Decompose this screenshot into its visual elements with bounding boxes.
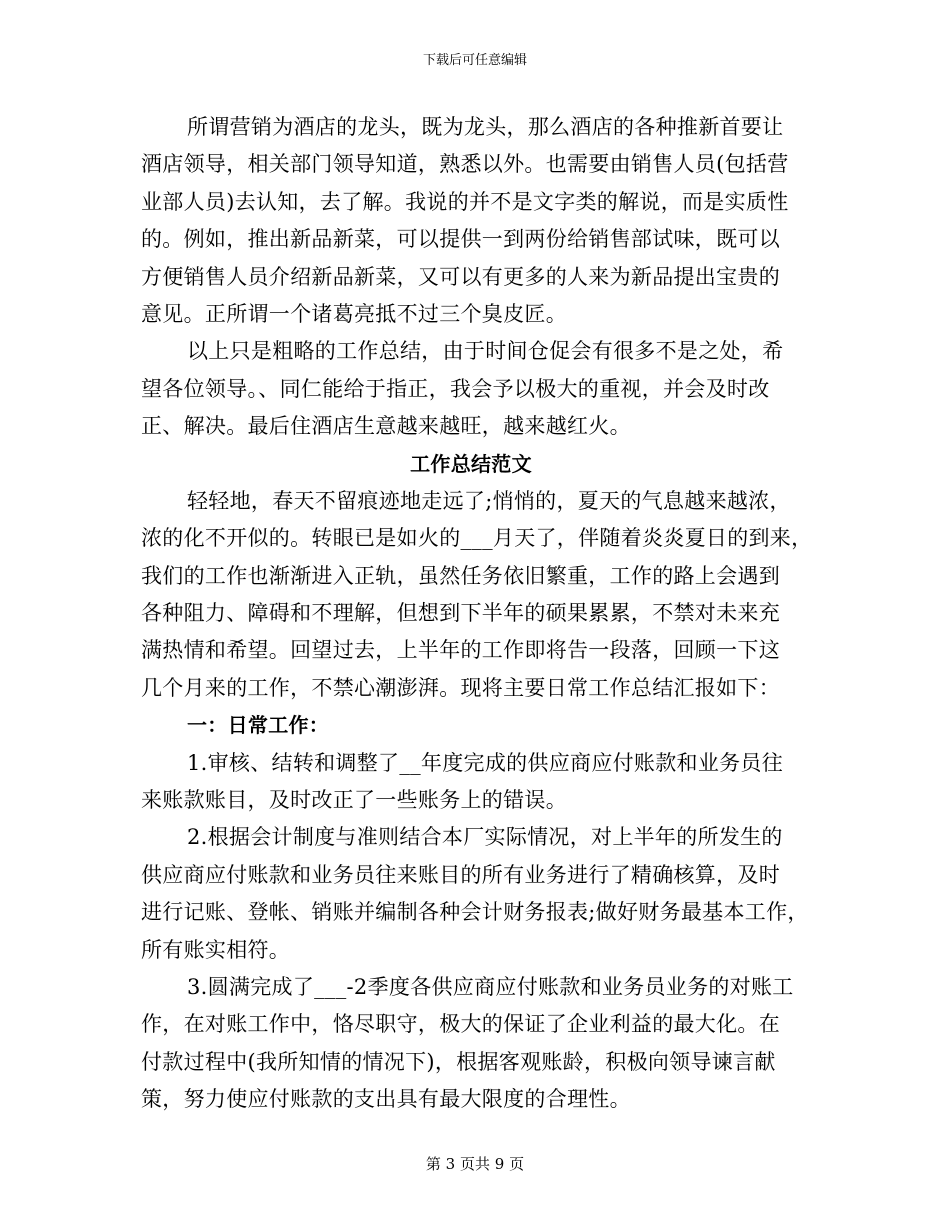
text-line: 1.审核、结转和调整了__年度完成的供应商应付账款和业务员往 (187, 750, 784, 775)
text-line: 的。例如，推出新品新菜，可以提供一到两份给销售部试味，既可以 (141, 227, 780, 252)
section-heading: 一：日常工作： (187, 713, 330, 738)
text-line: 进行记账、登帐、销账并编制各种会计财务报表;做好财务最基本工作， (141, 900, 809, 925)
text-line: 意见。正所谓一个诸葛亮抵不过三个臭皮匠。 (141, 301, 567, 326)
text-line: 所有账实相符。 (141, 937, 291, 962)
text-line: 以上只是粗略的工作总结，由于时间仓促会有很多不是之处，希 (187, 339, 784, 364)
page-footer: 第 3 页共 9 页 (425, 1155, 525, 1173)
text-line: 供应商应付账款和业务员往来账目的所有业务进行了精确核算，及时 (141, 862, 780, 887)
text-line: 各种阻力、障碍和不理解，但想到下半年的硕果累累，不禁对未来充 (141, 601, 780, 626)
text-line: 满热情和希望。回望过去，上半年的工作即将告一段落，回顾一下这 (141, 638, 780, 663)
text-line: 方便销售人员介绍新品新菜，又可以有更多的人来为新品提出宝贵的 (141, 264, 780, 289)
text-line: 策，努力使应付账款的支出具有最大限度的合理性。 (141, 1087, 631, 1112)
text-line: 几个月来的工作，不禁心潮澎湃。现将主要日常工作总结汇报如下： (141, 675, 780, 700)
text-line: 2.根据会计制度与准则结合本厂实际情况，对上半年的所发生的 (187, 825, 783, 850)
text-line: 来账款账目，及时改正了一些账务上的错误。 (141, 788, 567, 813)
page-header: 下载后可任意编辑 (422, 53, 527, 68)
text-line: 酒店领导，相关部门领导知道，熟悉以外。也需要由销售人员(包括营 (141, 152, 789, 177)
text-line: 浓的化不开似的。转眼已是如火的___月天了，伴随着炎炎夏日的到来， (141, 526, 813, 551)
text-line: 付款过程中(我所知情的情况下)，根据客观账龄，积极向领导谏言献 (141, 1049, 776, 1074)
text-line: 业部人员)去认知，去了解。我说的并不是文字类的解说，而是实质性 (141, 189, 789, 214)
text-line: 望各位领导。、同仁能给于指正，我会予以极大的重视，并会及时改 (141, 376, 770, 401)
text-line: 所谓营销为酒店的龙头，既为龙头，那么酒店的各种推新首要让 (187, 115, 784, 139)
document-body (141, 109, 813, 1119)
text-line: 正、解决。最后住酒店生意越来越旺，越来越红火。 (141, 414, 631, 439)
text-line: 我们的工作也渐渐进入正轨，虽然任务依旧繁重，工作的路上会遇到 (141, 563, 780, 588)
section-title: 工作总结范文 (410, 451, 532, 476)
text-line: 作，在对账工作中，恪尽职守，极大的保证了企业利益的最大化。在 (141, 1012, 780, 1037)
text-line: 3.圆满完成了___-2季度各供应商应付账款和业务员业务的对账工 (187, 974, 794, 999)
text-line: 轻轻地，春天不留痕迹地走远了;悄悄的，夏天的气息越来越浓， (187, 488, 791, 513)
